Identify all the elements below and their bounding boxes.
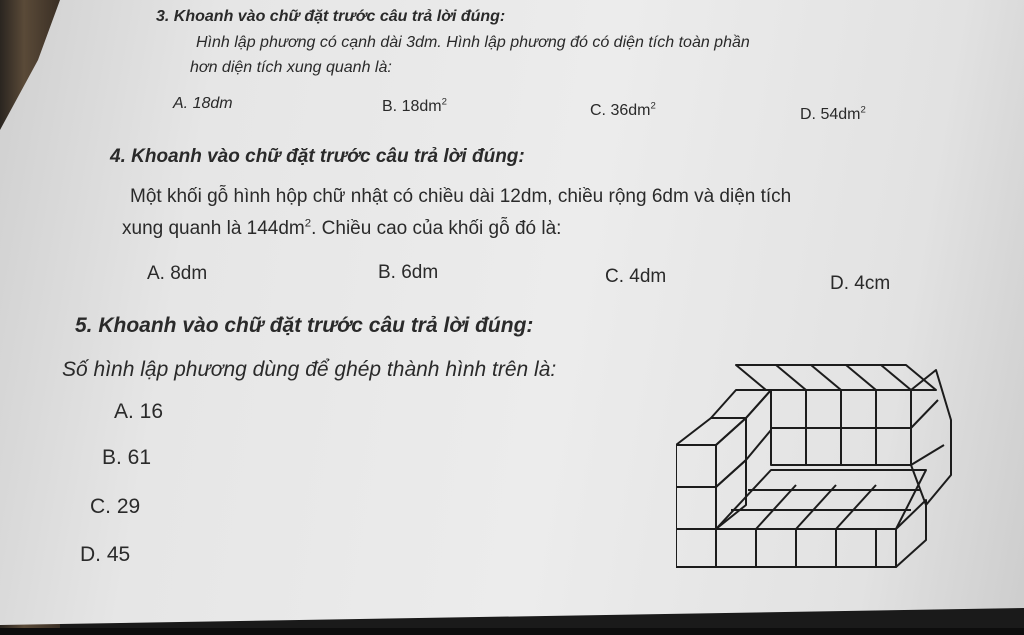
q5-title: 5. Khoanh vào chữ đặt trước câu trả lời đúng:	[75, 314, 534, 337]
q3-line1: Hình lập phương có cạnh dài 3dm. Hình lập phương đó có diện tích toàn phần	[196, 34, 750, 51]
q4-option-d: D. 4cm	[830, 273, 891, 294]
q4-option-a: A. 8dm	[147, 263, 208, 284]
q3-option-d: D. $54dm^2$	[800, 104, 866, 123]
q5-option-c: C. 29	[90, 495, 141, 518]
q5-option-d: D. 45	[80, 543, 131, 566]
bottom-bar	[0, 628, 1024, 635]
q4-option-b: B. 6dm	[378, 262, 439, 283]
q4-title: 4. Khoanh vào chữ đặt trước câu trả lời đúng:	[110, 146, 525, 167]
q4-option-c: C. 4dm	[605, 266, 667, 287]
q5-line1: Số hình lập phương dùng để ghép thành hình trên là:	[62, 358, 557, 381]
q4-line1: Một khối gỗ hình hộp chữ nhật có chiều dài 12dm, chiều rộng 6dm và diện tích	[130, 186, 792, 207]
q3-line2: hơn diện tích xung quanh là:	[190, 59, 392, 76]
q4-line2: xung quanh là $144dm^2$. Chiều cao của khối gỗ đó là:	[122, 217, 562, 239]
q5-option-b: B. 61	[102, 446, 152, 469]
q3-title: 3. Khoanh vào chữ đặt trước câu trả lời đúng:	[156, 8, 506, 25]
q5-option-a: A. 16	[114, 400, 164, 423]
cube-stack-figure	[676, 360, 976, 575]
q3-option-c: C. $36dm^2$	[590, 100, 656, 119]
q3-option-a: A. 18dm	[173, 95, 233, 112]
q3-option-b: B. $18dm^2$	[382, 96, 447, 115]
